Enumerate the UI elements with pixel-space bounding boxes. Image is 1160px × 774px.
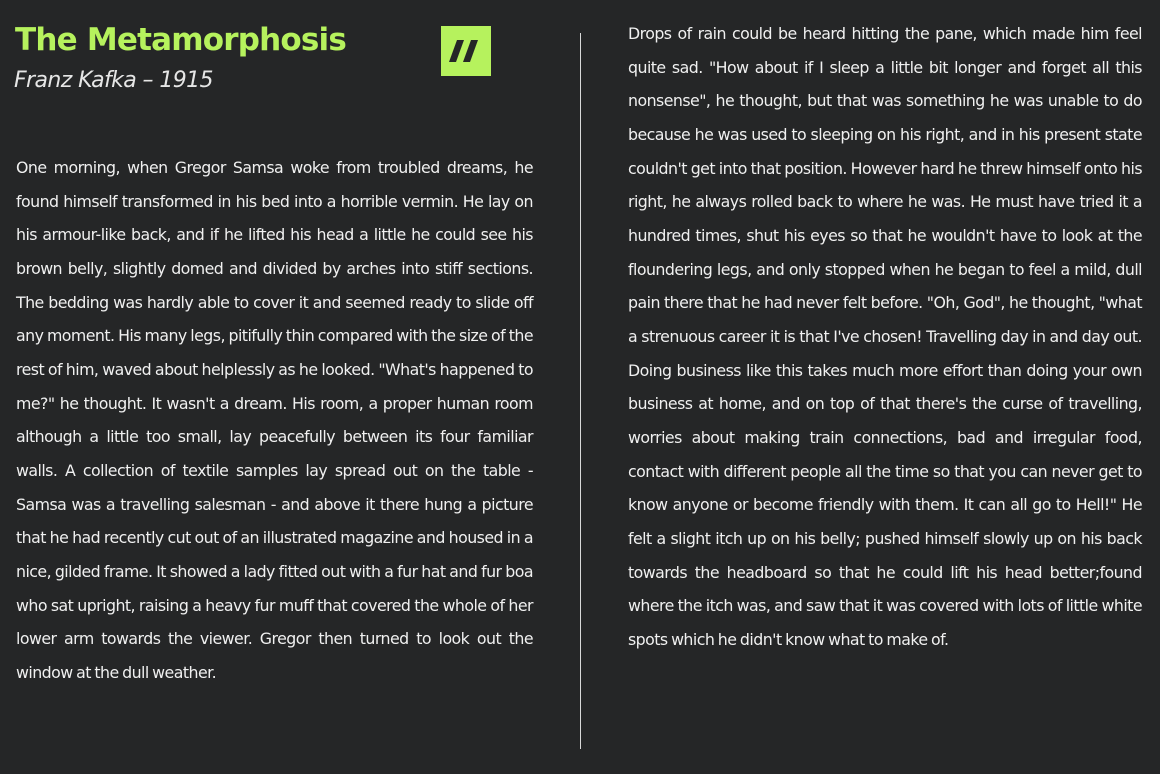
column-divider	[580, 33, 581, 749]
author-line: Franz Kafka – 1915	[14, 68, 213, 93]
body-text-right-column: Drops of rain could be heard hitting the pane, which made him feel quite sad. "How about if I sleep a little bit longer and forget all this nonsense", he thought, but that was something he was unable to do because he was used to sleeping on his right, and in his present state couldn't get into that position. However hard he threw himself onto his right, he always rolled back to where he was. He must have tried it a hundred times, shut his eyes so that he wouldn't have to look at the floundering legs, and only stopped when he began to feel a mild, dull pain there that he had never felt before. "Oh, God", he thought, "what a strenuous career it is that I've chosen! Travelling day in and day out. Doing business like this takes much more effort than doing your own business at home, and on top of that there's the curse of travelling, worries about making train connections, bad and irregular food, contact with different people all the time so that you can never get to know anyone or become friendly with them. It can all go to Hell!" He felt a slight itch up on his belly; pushed himself slowly up on his back towards the headboard so that he could lift his head better;found where the itch was, and saw that it was covered with lots of little white spots which he didn't know what to make of.	[628, 24, 1142, 649]
quote-mark-icon	[441, 26, 491, 76]
quote-badge	[441, 26, 491, 76]
page-title: The Metamorphosis	[15, 22, 347, 58]
body-text-left-column: One morning, when Gregor Samsa woke from troubled dreams, he found himself transformed in his bed into a horrible vermin. He lay on his armour-like back, and if he lifted his head a little he could see his brown belly, slightly domed and divided by arches into stiff sections. The bedding was hardly able to cover it and seemed ready to slide off any moment. His many legs, pitifully thin compared with the size of the rest of him, waved about helplessly as he looked. "What's happened to me?" he thought. It wasn't a dream. His room, a proper human room although a little too small, lay peacefully between its four familiar walls. A collection of textile samples lay spread out on the table - Samsa was a travelling salesman - and above it there hung a picture that he had recently cut out of an illustrated magazine and housed in a nice, gilded frame. It showed a lady fitted out with a fur hat and fur boa who sat upright, raising a heavy fur muff that covered the whole of her lower arm towards the viewer. Gregor then turned to look out the window at the dull weather.	[16, 158, 533, 682]
